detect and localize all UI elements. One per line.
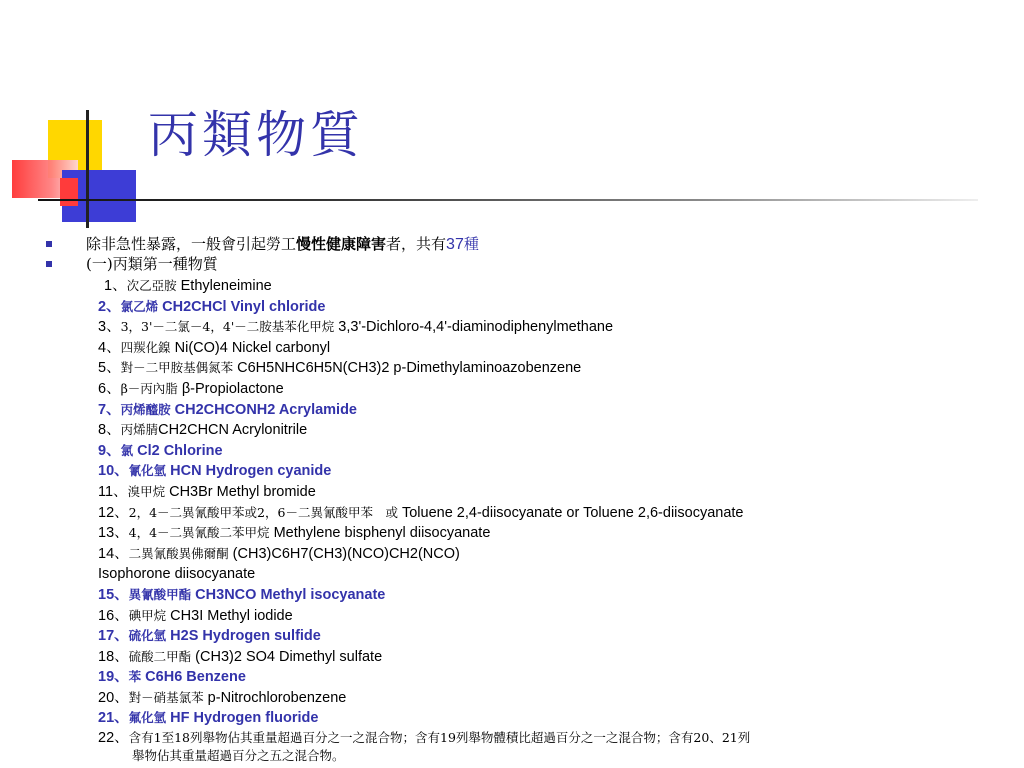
bullet-summary xyxy=(46,234,1016,254)
list-item-number: 12、 xyxy=(98,504,129,521)
list-item-english-name: β-Propiolactone xyxy=(177,380,284,397)
list-item-chinese-name: 氟化氫 xyxy=(128,710,167,726)
list-item-22 xyxy=(46,729,978,764)
list-item-chinese-name: 丙烯腈 xyxy=(120,422,159,438)
bullet-summary-suffix: 種 xyxy=(463,235,479,253)
list-item-english-name: Ni(CO)4 Nickel carbonyl xyxy=(170,339,331,356)
bullet-square-icon xyxy=(46,241,52,247)
list-item xyxy=(46,688,1016,709)
list-item-chinese-name: 硫化氫 xyxy=(128,628,167,644)
list-item-number: 3、 xyxy=(98,319,121,336)
list-item-chinese-name: 2，4－二異氰酸甲苯或2，6－二異氰酸甲苯 或 xyxy=(128,504,398,520)
list-item xyxy=(46,585,1016,606)
list-item xyxy=(46,276,1016,297)
logo-red-accent xyxy=(60,178,78,206)
list-item xyxy=(46,338,1016,359)
bullet-category-text: (一)丙類第一種物質 xyxy=(86,255,218,273)
list-item-22-line2: 舉物佔其重量超過百分之五之混合物。 xyxy=(132,748,345,764)
list-item xyxy=(46,544,1016,565)
list-item-chinese-name: 硫酸二甲酯 xyxy=(128,648,192,664)
list-item-number: 9、 xyxy=(98,442,121,459)
list-item xyxy=(46,647,1016,668)
list-item xyxy=(46,400,1016,421)
list-item-number: 18、 xyxy=(98,648,129,665)
bullet-summary-count: 37 xyxy=(446,236,464,253)
list-item-english-name: H2S Hydrogen sulfide xyxy=(166,628,321,645)
list-item-number: 17、 xyxy=(98,628,129,645)
list-item-number: 1、 xyxy=(104,278,127,294)
list-item-number: 4、 xyxy=(98,339,121,356)
list-item-chinese-name: 碘甲烷 xyxy=(128,607,167,623)
list-item xyxy=(46,708,1016,729)
list-item xyxy=(46,420,1016,441)
list-item xyxy=(46,503,1016,524)
list-item-chinese-name: 對－二甲胺基偶氮苯 xyxy=(120,360,234,376)
list-item-english-name: Ethyleneimine xyxy=(176,278,272,294)
list-item-number: 5、 xyxy=(98,360,121,377)
bullet-summary-prefix: 除非急性暴露，一般會引起勞工 xyxy=(86,235,297,253)
list-item-number: 14、 xyxy=(98,545,129,562)
list-item-number: 8、 xyxy=(98,422,121,439)
list-item-english-name: C6H5NHC6H5N(CH3)2 p-Dimethylaminoazobenzene xyxy=(233,360,582,377)
list-item-english-name: CH3NCO Methyl isocyanate xyxy=(191,586,386,603)
list-item-number: 6、 xyxy=(98,380,121,397)
list-item-english-name: Isophorone diisocyanate xyxy=(98,566,256,583)
list-item-chinese-name: 溴甲烷 xyxy=(127,483,166,499)
list-item xyxy=(46,441,1016,462)
list-item-english-name: CH3Br Methyl bromide xyxy=(165,483,316,500)
list-item-english-name: p-Nitrochlorobenzene xyxy=(203,689,347,706)
list-item-english-name: HF Hydrogen fluoride xyxy=(166,710,319,727)
bullet-summary-mid: 者，共有 xyxy=(386,235,447,253)
list-item-number: 13、 xyxy=(98,525,129,542)
list-item xyxy=(46,297,1016,318)
list-item-22-line1: 含有1至18列舉物佔其重量超過百分之一之混合物；含有19列舉物體積比超過百分之一之混合物；含有20、21列 xyxy=(128,730,751,746)
bullet-summary-strong: 慢性健康障害 xyxy=(296,235,387,253)
list-item xyxy=(46,523,1016,544)
list-item-number: 20、 xyxy=(98,689,129,706)
list-item-chinese-name: 氰化氫 xyxy=(128,463,167,479)
list-item-chinese-name: 次乙亞胺 xyxy=(126,278,177,293)
bullet-square-icon xyxy=(46,261,52,267)
title-divider-line xyxy=(38,199,978,201)
list-item-chinese-name: 4，4－二異氰酸二苯甲烷 xyxy=(128,525,270,541)
list-item-english-name: Toluene 2,4-diisocyanate or Toluene 2,6-diisocyanate xyxy=(397,504,744,521)
list-item-english-name: (CH3)2 SO4 Dimethyl sulfate xyxy=(191,648,383,665)
list-item xyxy=(46,482,1016,503)
slide-title: 丙類物質 xyxy=(148,106,364,164)
list-item-english-name: CH2CHCN Acrylonitrile xyxy=(158,422,308,439)
list-item xyxy=(46,461,1016,482)
list-item-number: 15、 xyxy=(98,586,129,603)
list-item-number: 11、 xyxy=(98,483,128,500)
list-item-english-name: HCN Hydrogen cyanide xyxy=(166,463,332,480)
list-item-number: 10、 xyxy=(98,463,129,480)
list-item-number: 21、 xyxy=(98,710,129,727)
list-item-chinese-name: 對－硝基氯苯 xyxy=(128,689,204,705)
list-item-english-name: Methylene bisphenyl diisocyanate xyxy=(269,525,491,542)
list-item xyxy=(46,667,1016,688)
slide-content xyxy=(46,234,1016,764)
list-item-chinese-name: 丙烯醯胺 xyxy=(120,401,171,417)
list-item xyxy=(46,317,1016,338)
list-item-chinese-name: 二異氰酸異佛爾酮 xyxy=(128,545,229,561)
list-item-english-name: 3,3'-Dichloro-4,4'-diaminodiphenylmethane xyxy=(334,319,614,336)
list-item-number: 22、 xyxy=(98,730,129,747)
list-item xyxy=(46,379,1016,400)
bullet-category xyxy=(46,254,1016,274)
list-item-chinese-name: 氯 xyxy=(120,442,134,458)
list-item-english-name: (CH3)C6H7(CH3)(NCO)CH2(NCO) xyxy=(228,545,460,562)
list-item-chinese-name: β－丙內脂 xyxy=(120,380,178,396)
logo-vertical-line xyxy=(86,110,89,228)
list-item-english-name: CH2CHCONH2 Acrylamide xyxy=(170,401,357,418)
list-item-number: 7、 xyxy=(98,401,121,418)
list-item-english-name: CH2CHCl Vinyl chloride xyxy=(158,298,326,315)
list-item xyxy=(46,626,1016,647)
list-item-chinese-name: 苯 xyxy=(128,669,142,685)
list-item-english-name: CH3I Methyl iodide xyxy=(166,607,293,624)
list-item-number: 19、 xyxy=(98,669,129,686)
list-item xyxy=(46,564,1016,585)
list-item-chinese-name: 氯乙烯 xyxy=(120,298,159,314)
list-item-english-name: Cl2 Chlorine xyxy=(133,442,223,459)
list-item-chinese-name: 異氰酸甲酯 xyxy=(128,586,192,602)
list-item-number: 16、 xyxy=(98,607,129,624)
list-item-chinese-name: 四羰化鎳 xyxy=(120,339,171,355)
list-item xyxy=(46,358,1016,379)
list-item-number: 2、 xyxy=(98,298,121,315)
list-item xyxy=(46,606,1016,627)
list-item-english-name: C6H6 Benzene xyxy=(141,669,246,686)
list-item-chinese-name: 3，3'－二氯－4，4'－二胺基苯化甲烷 xyxy=(120,319,335,335)
substance-list xyxy=(46,276,1016,729)
